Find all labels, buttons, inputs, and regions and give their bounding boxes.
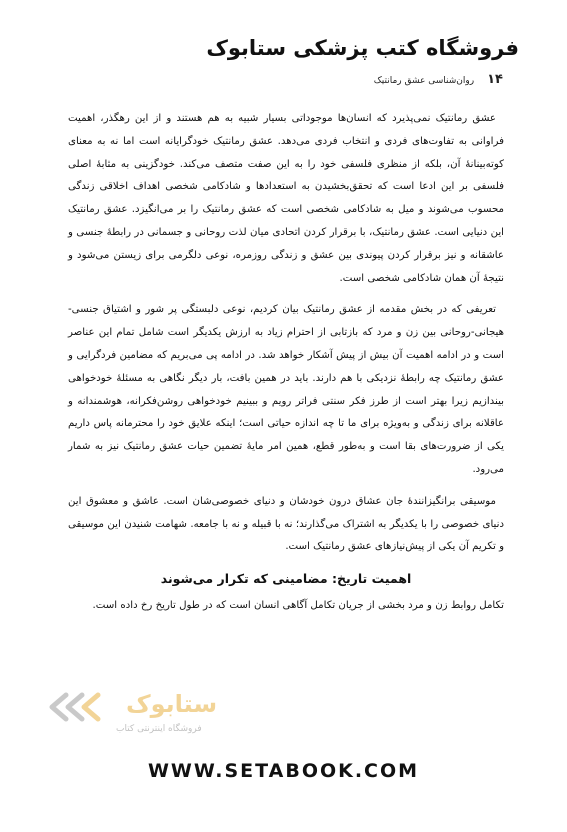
section-heading: اهمیت تاریخ: مضامینی که تکرار می‌شوند	[160, 571, 412, 587]
watermark-logo	[46, 686, 256, 746]
paragraph-3: موسیقی برانگیزانندهٔ جان عشاق درون خودشان و دنیای خصوصی‌شان است. عاشق و معشوق این دنیای خصوصی را با یکدیگر به اشتراک می‌گذارند؛ نه با قبیله و نه با جامعه. شهامت شنیدن این موسیقی و تکریم آن یکی از پیش‌نیازهای عشق رمانتیک است.	[68, 495, 504, 553]
chevron-logo-icon	[46, 692, 112, 722]
watermark-logo-text: ستابوک	[126, 690, 218, 718]
footer-url: WWW.SETABOOK.COM	[147, 760, 420, 782]
running-head	[374, 72, 503, 87]
running-title: روان‌شناسی عشق رمانتیک	[373, 76, 475, 86]
paragraph-2: تعریفی که در بخش مقدمه از عشق رمانتیک بیان کردیم، نوعی دلبستگی پر شور و اشتیاق جنسی-هیجانی-روحانی بین زن و مرد که بازتابی از احترام زیاد به ارزش یکدیگر است شامل تمام این عناصر است و در ادامه اهمیت آن بیش از پیش آشکار خواهد شد. در ادامه پی می‌بریم که مضامین فردگرایی و عشق رمانتیک چه رابطهٔ نزدیکی با هم دارند. باید در همین بافت، بار دیگر نگاهی به مسئلهٔ خودخواهی بیندازیم زیرا بهتر است از طرز فکر سنتی فراتر رویم و ببینیم خودخواهی روشن‌فکرانه، هوشمندانه و عاقلانه برای زندگی و به‌ویژه برای ما تا چه اندازه حیاتی است؛ اینکه علایق خود را محترمانه پاس داریم یکی از ضرورت‌های بقا است و به‌طور قطع، همین امر مایهٔ تضمین حیات عشق رمانتیک نیز به شمار می‌رود.	[68, 304, 504, 475]
page-body	[68, 108, 504, 617]
watermark-subtitle: فروشگاه اینترنتی کتاب	[116, 724, 202, 734]
store-title: فروشگاه کتب پزشکی ستابوک	[206, 36, 519, 60]
page-number: ۱۴	[487, 72, 503, 87]
paragraph-4: تکامل روابط زن و مرد بخشی از جریان تکامل آگاهی انسان است که در طول تاریخ رخ داده است.	[92, 600, 504, 612]
paragraph-1: عشق رمانتیک نمی‌پذیرد که انسان‌ها موجوداتی بسیار شبیه به هم هستند و از این رهگذر، اهمیت فراوانی به تفاوت‌های فردی و انتخاب فردی می‌دهد. عشق رمانتیک خودگرایانه است اما نه به معنای کوته‌بینانهٔ آن، بلکه از منظری فلسفی خود را به این صفت متصف می‌کند. خودگزینی به مثابهٔ اصلی فلسفی بر این ادعا است که تحقق‌بخشیدن به استعدادها و شادکامی شخصی اهداف اخلاقی زندگی محسوب می‌شوند و میل به شادکامی شخصی است که عشق رمانتیک را بر می‌انگیزد. عشق رمانتیک این دنیایی است. عشق رمانتیک، با برقرار کردن اتحادی میان لذت روحانی و جسمانی در رابطهٔ جنسی و عاشقانه و نیز برقرار کردن پیوندی بین عشق و زندگی روزمره، نوعی دلگرمی برای زیستن می‌شود و نتیجهٔ آن همان شادکامی شخصی است.	[68, 113, 504, 284]
